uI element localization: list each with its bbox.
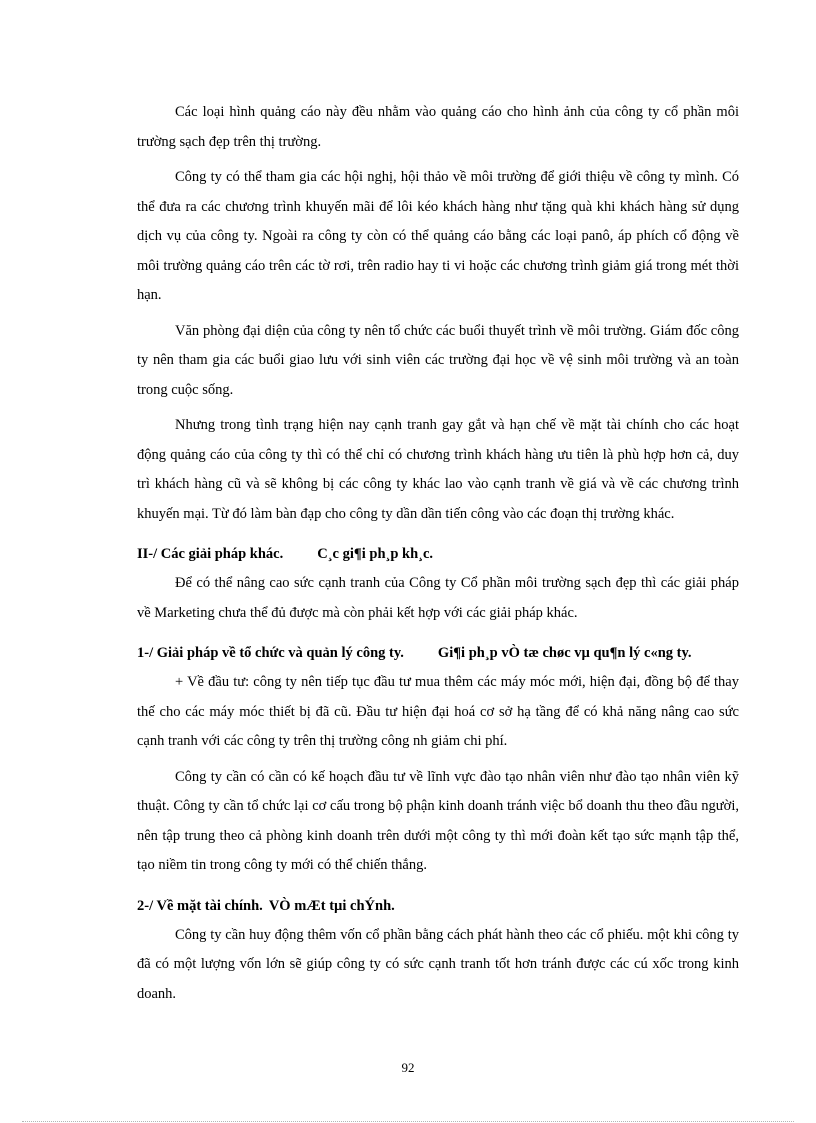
page-bottom-divider — [22, 1121, 794, 1122]
paragraph-conferences: Công ty có thể tham gia các hội nghị, hội thảo về môi trường để giới thiệu về công ty mình. Có thể đưa ra các chương trình khuyến mãi để lôi kéo khách hàng như tặng quà khi khách hàng sử dụng dịch vụ của công ty. Ngoài ra công ty còn có thể quảng cáo bằng các loại panô, áp phích cổ động về môi trường quảng cáo trên các tờ rơi, trên radio hay ti vi hoặc các chương trình giảm giá trong mét thời hạn. — [137, 169, 739, 303]
heading-finance-text: 2-/ Về mặt tài chính. — [137, 897, 263, 914]
heading-organization-management-text: 1-/ Giải pháp về tổ chức và quản lý công ty. — [137, 645, 404, 661]
page-number: 92 — [401, 1060, 415, 1075]
heading-other-solutions-legacy: C¸c gi¶i ph¸p kh¸c. — [317, 546, 434, 562]
heading-other-solutions — [137, 543, 739, 565]
heading-finance-legacy: VÒ mÆt tµi chÝnh. — [268, 897, 395, 914]
paragraph-capital: Công ty cần huy động thêm vốn cổ phần bằng cách phát hành theo các cổ phiếu. một khi công ty đã có một lượng vốn lớn sẽ giúp công ty có sức cạnh tranh tốt hơn tránh được các cú xốc trong kinh doanh. — [137, 926, 739, 1002]
heading-organization-management — [137, 642, 739, 664]
page-content — [137, 98, 739, 1009]
paragraph-advertising-types: Các loại hình quảng cáo này đều nhằm vào quảng cáo cho hình ảnh của công ty cổ phần môi trường sạch đẹp trên thị trường. — [137, 104, 739, 150]
paragraph-training: Công ty cần có cần có kế hoạch đầu tư về lĩnh vực đào tạo nhân viên như đào tạo nhân viên kỹ thuật. Công ty cần tổ chức lại cơ cấu trong bộ phận kinh doanh tránh việc bổ doanh thu theo đầu người, nên tập trung theo cả phòng kinh doanh trên dưới một công ty thì mới đoàn kết tạo sức mạnh tập thể, tạo niềm tin trong công ty mới có thể chiến thắng. — [137, 768, 739, 873]
paragraph-investment: + Về đầu tư: công ty nên tiếp tục đầu tư mua thêm các máy móc mới, hiện đại, đồng bộ để thay thế cho các máy móc thiết bị đã cũ. Đầu tư hiện đại hoá cơ sở hạ tầng để có khả năng nâng cao sức cạnh tranh với các công ty trên thị trường công nh giảm chi phí. — [137, 674, 739, 749]
heading-finance — [137, 895, 739, 917]
paragraph-representative-office: Văn phòng đại diện của công ty nên tổ chức các buổi thuyết trình về môi trường. Giám đốc công ty nên tham gia các buổi giao lưu với sinh viên các trường đại học về vệ sinh môi trường và an toàn trong cuộc sống. — [137, 322, 739, 398]
heading-organization-management-legacy: Gi¶i ph¸p vÒ tæ chøc vµ qu¶n lý c«ng ty. — [437, 645, 692, 661]
paragraph-marketing-not-enough: Để có thể nâng cao sức cạnh tranh của Công ty Cổ phần môi trường sạch đẹp thì các giải pháp về Marketing chưa thể đủ được mà còn phải kết hợp với các giải pháp khác. — [137, 575, 739, 621]
paragraph-competition: Nhưng trong tình trạng hiện nay cạnh tranh gay gắt và hạn chế về mặt tài chính cho các hoạt động quảng cáo của công ty thì có thể chỉ có chương trình khách hàng ưu tiên là phù hợp hơn cả, duy trì khách hàng cũ và sẽ không bị các công ty khác lao vào cạnh tranh về giá và về các chương trình khuyến mại. Từ đó làm bàn đạp cho công ty dần dần tiến công vào các đoạn thị trường khác. — [137, 417, 739, 522]
heading-other-solutions-text: II-/ Các giải pháp khác. — [137, 546, 284, 562]
